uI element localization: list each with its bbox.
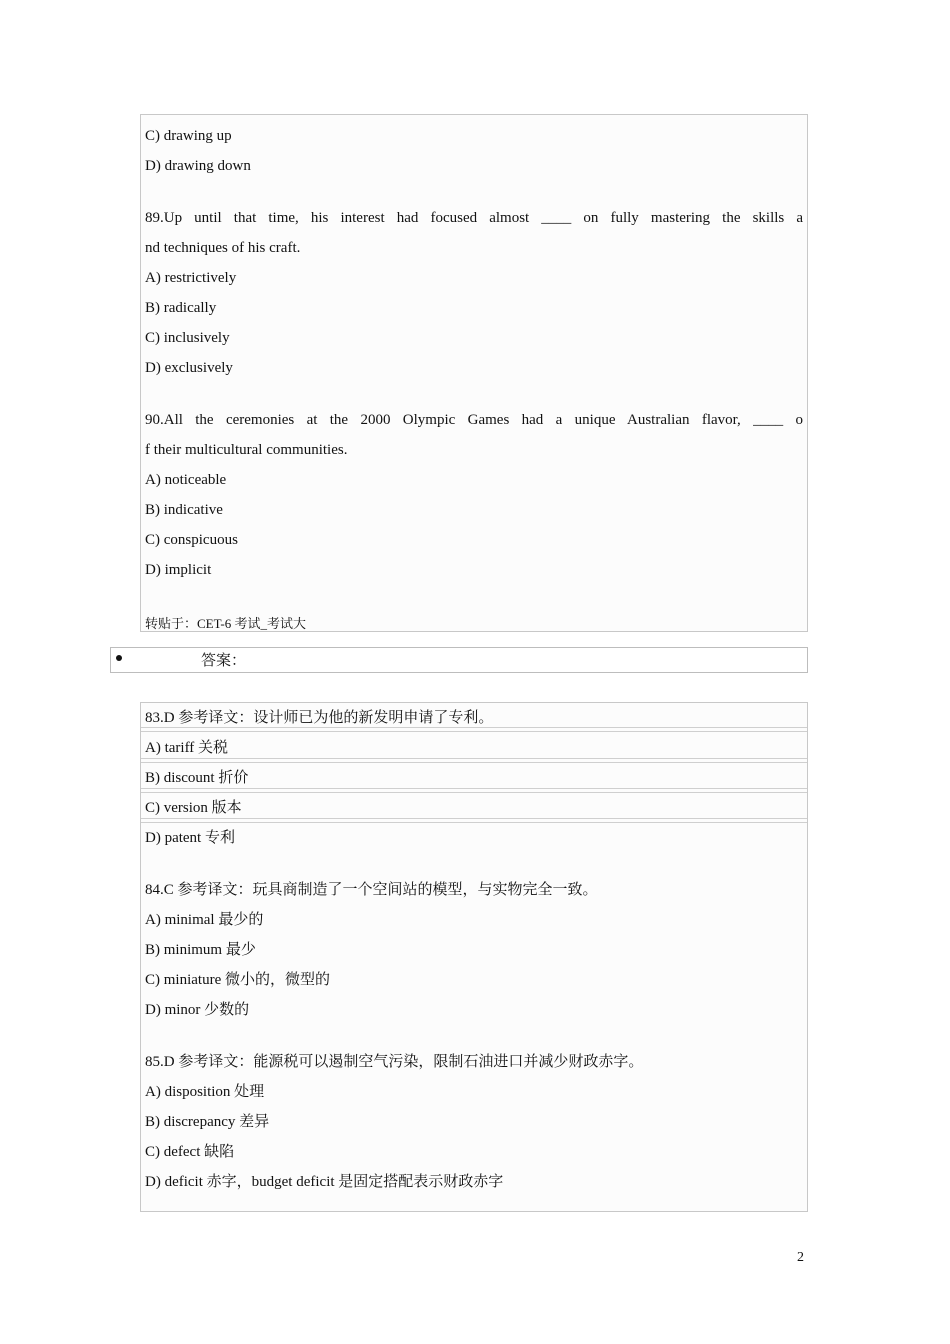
answer-85-title: 85.D 参考译文：能源税可以遏制空气污染，限制石油进口并减少财政赤字。: [145, 1054, 644, 1070]
q90-option-d: D) implicit: [145, 562, 212, 578]
answer-85-option-a: A) disposition 处理: [145, 1084, 265, 1100]
questions-block: [140, 114, 808, 632]
q90-option-a: A) noticeable: [145, 472, 227, 488]
q88-option-d: D) drawing down: [145, 158, 251, 174]
answers-block: [140, 702, 808, 1212]
q88-option-c: C) drawing up: [145, 128, 232, 144]
source-note: 转贴于：CET-6 考试_考试大: [145, 616, 306, 631]
answer-83-option-d: D) patent 专利: [145, 830, 235, 846]
answer-header: [110, 647, 808, 673]
row-divider: [141, 792, 807, 793]
q90-option-b: B) indicative: [145, 502, 223, 518]
answer-83-title: 83.D 参考译文：设计师已为他的新发明申请了专利。: [145, 710, 494, 726]
answer-84-option-b: B) minimum 最少: [145, 942, 256, 958]
answer-label: 答案：: [201, 653, 247, 669]
row-divider: [141, 822, 807, 823]
q89-option-c: C) inclusively: [145, 330, 230, 346]
answer-83-option-b: B) discount 折价: [145, 770, 249, 786]
q89-option-b: B) radically: [145, 300, 217, 316]
row-divider: [141, 818, 807, 819]
answer-85-option-b: B) discrepancy 差异: [145, 1114, 270, 1130]
answer-84-option-a: A) minimal 最少的: [145, 912, 264, 928]
q89-option-d: D) exclusively: [145, 360, 233, 376]
answer-83-option-a: A) tariff 关税: [145, 740, 229, 756]
answer-85-option-d: D) deficit 赤字，budget deficit 是固定搭配表示财政赤字: [145, 1174, 504, 1190]
q90-stem-line2: f their multicultural communities.: [145, 442, 348, 458]
answer-84-option-c: C) miniature 微小的，微型的: [145, 972, 330, 988]
q90-option-c: C) conspicuous: [145, 532, 238, 548]
answer-84-title: 84.C 参考译文：玩具商制造了一个空间站的模型，与实物完全一致。: [145, 882, 598, 898]
bullet-icon: [116, 655, 122, 661]
row-divider: [141, 731, 807, 732]
q89-stem-line1: 89.Up until that time, his interest had focused almost ____ on fully mastering the skills a: [145, 210, 803, 226]
q90-stem-line1: 90.All the ceremonies at the 2000 Olympic Games had a unique Australian flavor, ____ o: [145, 412, 803, 428]
q89-option-a: A) restrictively: [145, 270, 237, 286]
answer-83-option-c: C) version 版本: [145, 800, 242, 816]
answer-84-option-d: D) minor 少数的: [145, 1002, 250, 1018]
q89-stem-line2: nd techniques of his craft.: [145, 240, 301, 256]
row-divider: [141, 762, 807, 763]
row-divider: [141, 727, 807, 728]
page-number: 2: [797, 1250, 804, 1265]
row-divider: [141, 788, 807, 789]
answer-85-option-c: C) defect 缺陷: [145, 1144, 235, 1160]
row-divider: [141, 758, 807, 759]
